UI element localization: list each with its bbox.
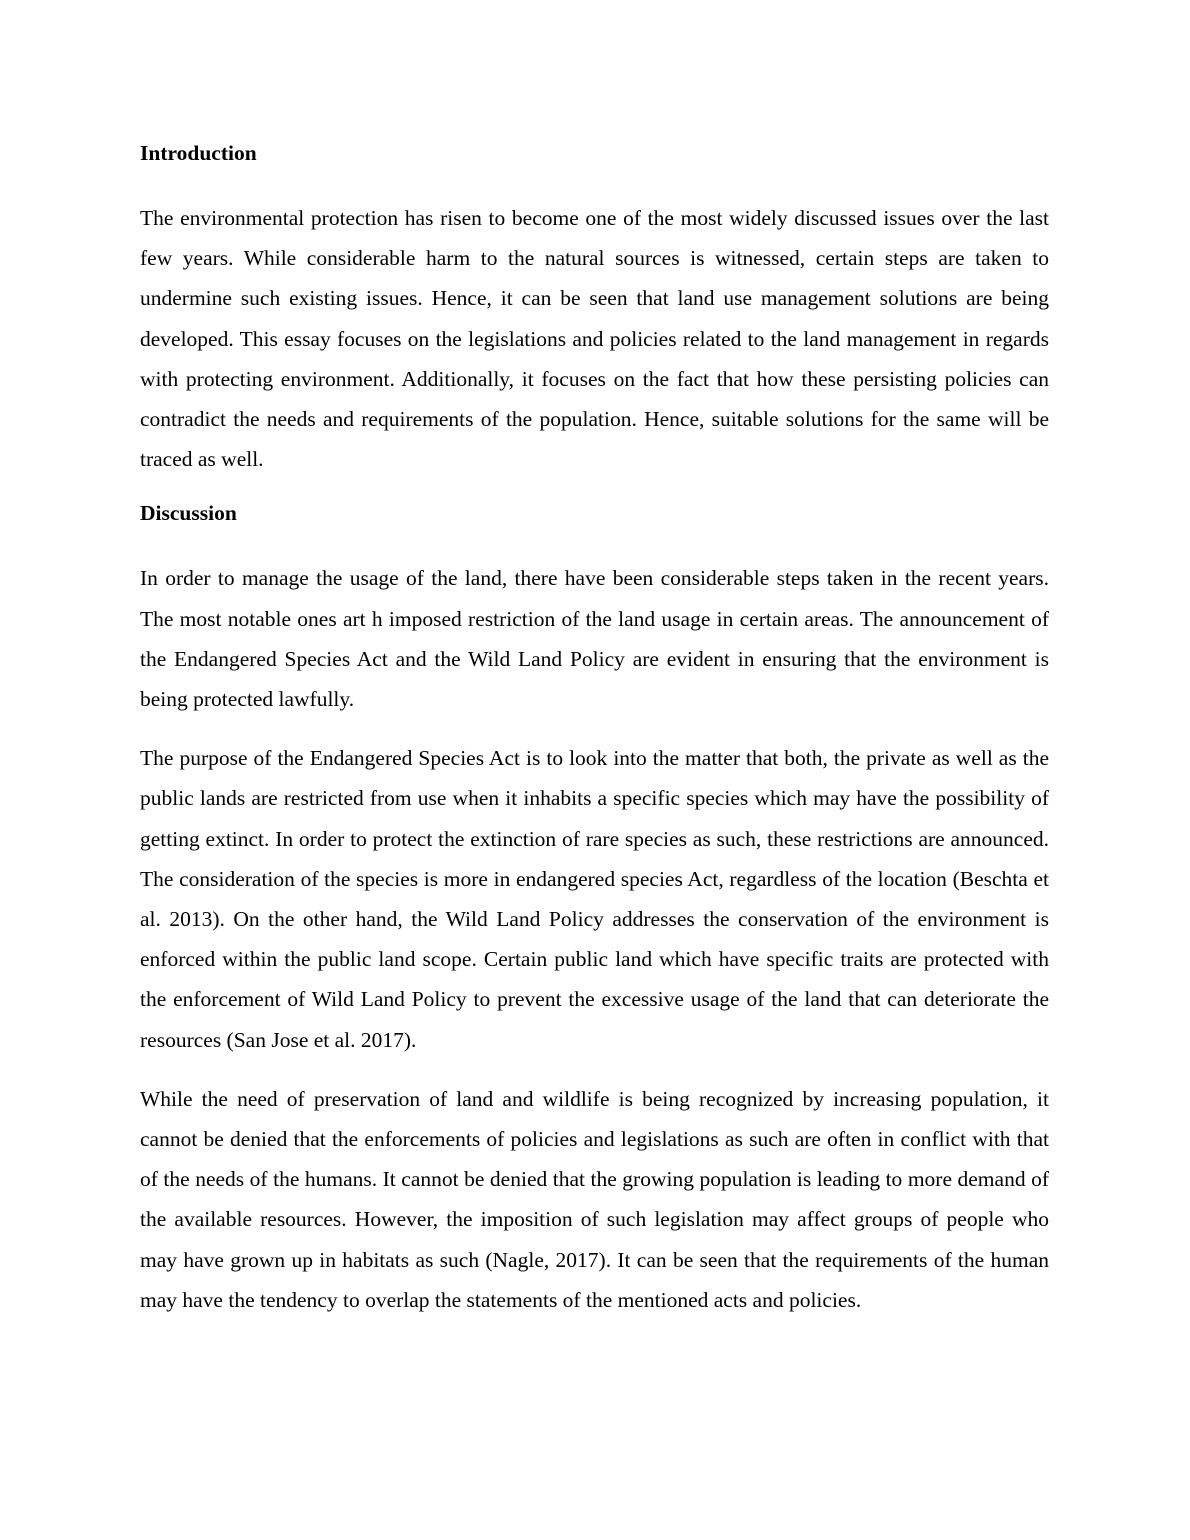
paragraph-introduction: The environmental protection has risen to become one of the most widely discussed issues over the last few years. While considerable harm to the natural sources is witnessed, certain steps are taken to undermine such existing issues. Hence, it can be seen that land use management solutions are being developed. This essay focuses on the legislations and policies related to the land management in regards with protecting environment. Additionally, it focuses on the fact that how these persisting policies can contradict the needs and requirements of the population. Hence, suitable solutions for the same will be traced as well. (140, 206, 1049, 472)
document-page (140, 138, 1049, 1339)
paragraph-discussion-2: The purpose of the Endangered Species Act is to look into the matter that both, the private as well as the public lands are restricted from use when it inhabits a specific species which may have the possibility of getting extinct. In order to protect the extinction of rare species as such, these restrictions are announced. The consideration of the species is more in endangered species Act, regardless of the location (Beschta et al. 2013). On the other hand, the Wild Land Policy addresses the conservation of the environment is enforced within the public land scope. Certain public land which have specific traits are protected with the enforcement of Wild Land Policy to prevent the excessive usage of the land that can deteriorate the resources (San Jose et al. 2017). (140, 746, 1049, 1052)
section-heading-discussion: Discussion (140, 501, 237, 526)
paragraph-discussion-3: While the need of preservation of land and wildlife is being recognized by increasing population, it cannot be denied that the enforcements of policies and legislations as such are often in conflict with that of the needs of the humans. It cannot be denied that the growing population is leading to more demand of the available resources. However, the imposition of such legislation may affect groups of people who may have grown up in habitats as such (Nagle, 2017). It can be seen that the requirements of the human may have the tendency to overlap the statements of the mentioned acts and policies. (140, 1086, 1049, 1312)
paragraph-discussion-1: In order to manage the usage of the land, there have been considerable steps taken in the recent years. The most notable ones art h imposed restriction of the land usage in certain areas. The announcement of the Endangered Species Act and the Wild Land Policy are evident in ensuring that the environment is being protected lawfully. (140, 566, 1049, 712)
section-heading-introduction: Introduction (140, 141, 257, 165)
